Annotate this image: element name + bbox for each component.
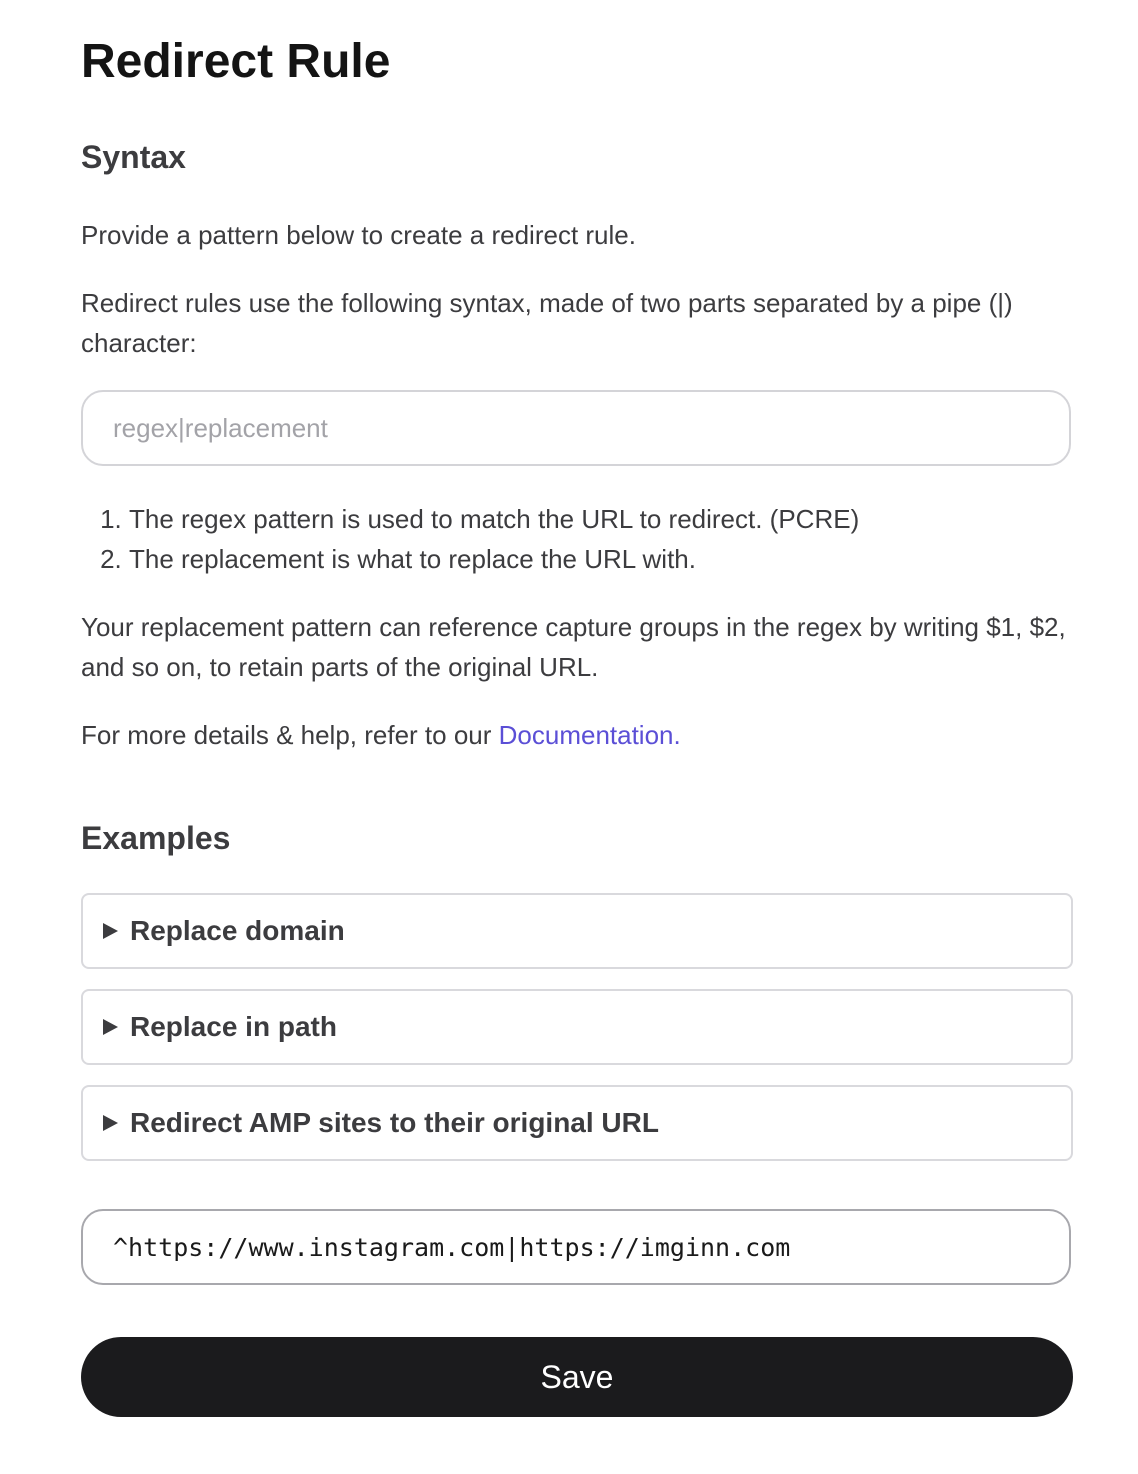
help-prefix: For more details & help, refer to our — [81, 720, 499, 750]
syntax-parts-list — [81, 499, 1073, 579]
help-text — [81, 715, 1073, 755]
capture-groups-note: Your replacement pattern can reference capture groups in the regex by writing $1, $2, and so on, to retain parts of the original URL. — [81, 612, 1066, 682]
save-button[interactable]: Save — [81, 1337, 1073, 1417]
example-label: Replace in path — [130, 1011, 337, 1042]
rule-input[interactable] — [81, 1209, 1071, 1285]
list-item: 2. The replacement is what to replace the URL with. — [129, 539, 1073, 579]
documentation-link[interactable]: Documentation. — [498, 720, 681, 750]
triangle-right-icon — [103, 923, 118, 939]
example-label: Replace domain — [130, 915, 345, 946]
example-replace-domain[interactable] — [81, 893, 1073, 969]
example-redirect-amp[interactable] — [81, 1085, 1073, 1161]
triangle-right-icon — [103, 1019, 118, 1035]
syntax-description: Redirect rules use the following syntax, made of two parts separated by a pipe (|) character: — [81, 288, 1013, 358]
page-title: Redirect Rule — [81, 35, 391, 88]
example-label: Redirect AMP sites to their original URL — [130, 1107, 659, 1138]
triangle-right-icon — [103, 1115, 118, 1131]
list-item: 1. The regex pattern is used to match the URL to redirect. (PCRE) — [129, 499, 1073, 539]
syntax-heading: Syntax — [81, 139, 186, 175]
syntax-intro: Provide a pattern below to create a redirect rule. — [81, 220, 636, 250]
examples-heading: Examples — [81, 820, 231, 856]
syntax-example-field — [81, 390, 1071, 466]
example-replace-in-path[interactable] — [81, 989, 1073, 1065]
